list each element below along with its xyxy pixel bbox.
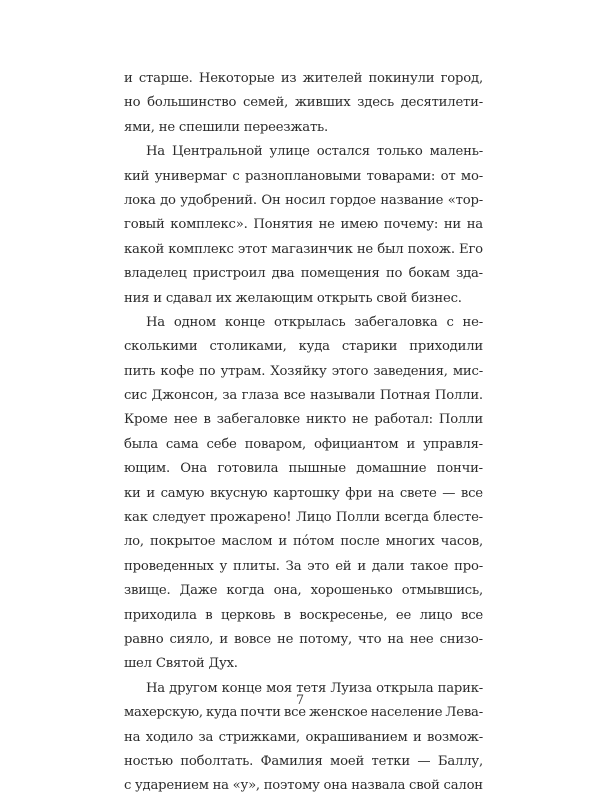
page-number: 7: [295, 693, 305, 708]
text-line: на ходило за стрижками, окрашиванием и возмож-: [124, 729, 483, 745]
text-line: На Центральной улице остался только малень-: [146, 144, 483, 160]
text-line: равно сияло, и вовсе не потому, что на нее снизо-: [124, 631, 483, 647]
body-text: [124, 67, 483, 799]
text-line: На другом конце моя тетя Луиза открыла парик-: [146, 680, 483, 696]
text-line: владелец пристроил два помещения по бокам зда-: [124, 266, 483, 282]
text-line: ки и самую вкусную картошку фри на свете — все: [124, 485, 483, 501]
text-line: ностью поболтать. Фамилия моей тетки — Баллу,: [124, 753, 483, 769]
paragraph: [124, 140, 483, 311]
text-line: проведенных у плиты. За это ей и дали такое про-: [124, 558, 483, 574]
text-line: ями, не спешили переезжать.: [124, 119, 329, 135]
text-line: Кроме нее в забегаловке никто не работал: Полли: [124, 412, 483, 428]
text-line: лока до удобрений. Он носил гордое название «тор-: [124, 192, 483, 208]
text-line: ло, покрытое маслом и пóтом после многих часов,: [124, 534, 483, 550]
text-line: На одном конце открылась забегаловка с не-: [146, 314, 483, 330]
paragraph: [124, 67, 483, 140]
text-line: как следует прожарено! Лицо Полли всегда блесте-: [124, 510, 483, 526]
text-line: какой комплекс этот магазинчик не был похож. Его: [124, 241, 483, 257]
text-line: ния и сдавал их желающим открыть свой бизнес.: [124, 290, 462, 306]
text-line: говый комплекс». Понятия не имею почему: ни на: [124, 217, 483, 233]
text-line: но большинство семей, живших здесь десятилети-: [124, 95, 483, 111]
text-line: и старше. Некоторые из жителей покинули город,: [124, 71, 483, 86]
text-line: была сама себе поваром, официантом и управля-: [124, 436, 483, 452]
text-line: сис Джонсон, за глаза все называли Потная Полли.: [124, 388, 483, 404]
text-line: приходила в церковь в воскресенье, ее лицо все: [124, 607, 483, 623]
text-line: сколькими столиками, куда старики приходили: [124, 339, 483, 355]
text-line: шел Святой Дух.: [124, 656, 238, 672]
text-line: ющим. Она готовила пышные домашние пончи-: [124, 461, 483, 477]
text-line: звище. Даже когда она, хорошенько отмывшись,: [124, 583, 483, 599]
text-line: пить кофе по утрам. Хозяйку этого заведения, мис-: [124, 363, 483, 379]
paragraph: [124, 311, 483, 677]
text-line: кий универмаг с разноплановыми товарами: от мо-: [124, 168, 483, 184]
text-line: с ударением на «у», поэтому она назвала свой салон: [124, 778, 483, 794]
text-line: махерскую, куда почти все женское население Лева-: [124, 705, 483, 721]
